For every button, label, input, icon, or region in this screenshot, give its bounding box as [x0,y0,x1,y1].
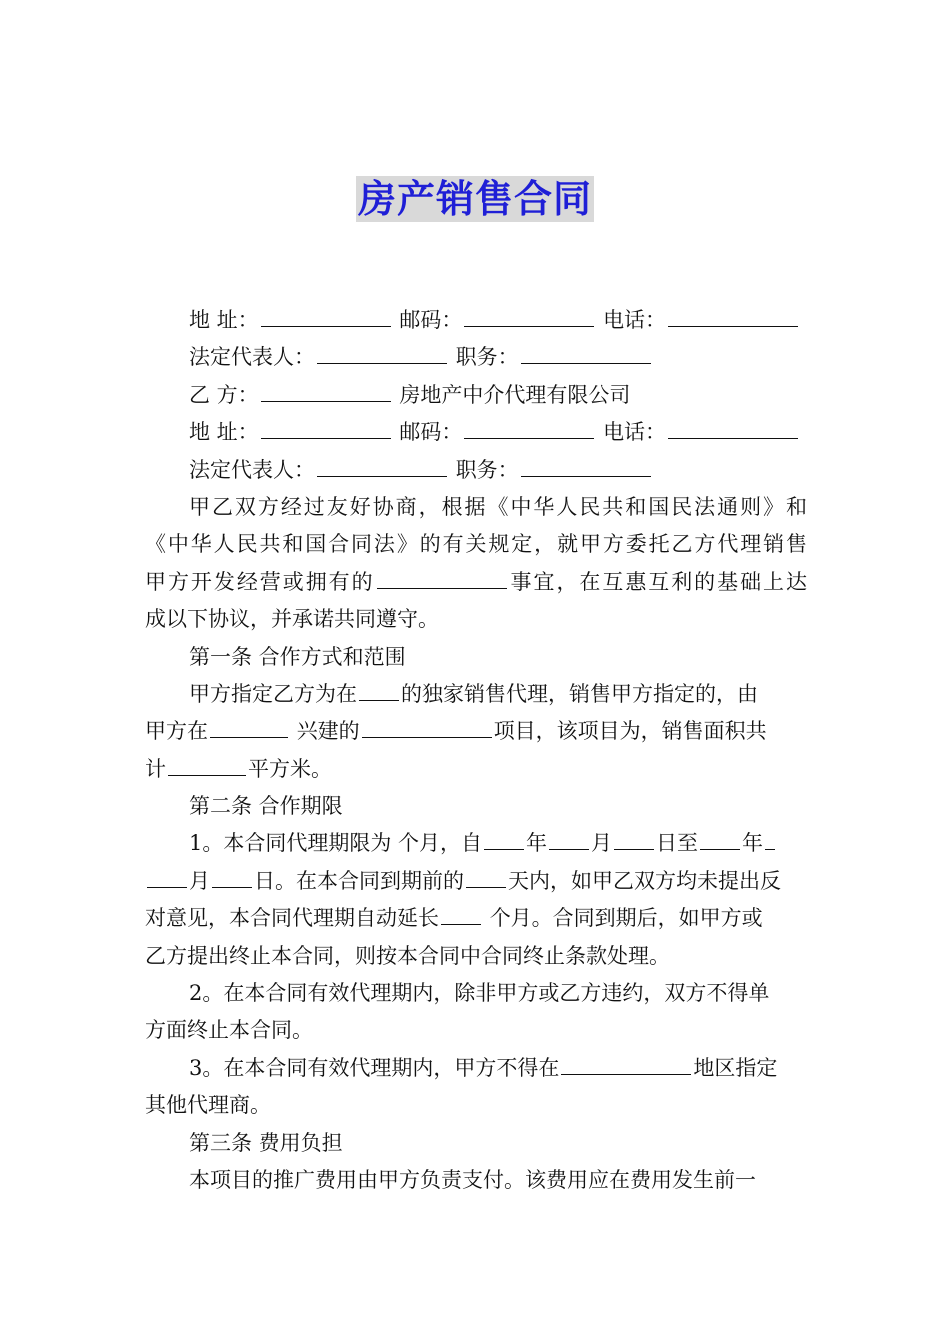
article-1-line-1 [145,676,807,713]
days-blank [466,865,506,888]
article-text: 月 [591,831,613,856]
article-text: 项目，该项目为，销售面积共 [493,719,767,744]
party-a-rep-line [145,339,807,376]
position-label: 职务： [455,345,519,370]
region-blank [561,1052,691,1075]
article-text: 天内，如甲乙双方均未提出反 [508,868,781,893]
postcode-blank [464,304,594,327]
position-blank [521,341,651,364]
phone-label: 电话： [603,420,667,445]
article-2-heading: 第二条 合作期限 [189,794,343,819]
article-text: 兴建的 [296,719,360,744]
party-b-address-line [145,414,807,451]
property-blank [377,566,507,589]
party-b-label: 乙 方： [189,382,259,407]
article-1-heading: 第一条 合作方式和范围 [189,644,406,669]
article-2-p3-line-2: 其他代理商。 [145,1093,271,1118]
position-label: 职务： [455,457,519,482]
legal-rep-label: 法定代表人： [189,345,315,370]
phone-label: 电话： [603,308,667,332]
article-1-line-3 [145,751,807,788]
position-blank [521,454,651,477]
article-1-line-2 [145,713,807,750]
months-blank [441,902,481,925]
year-blank [700,827,740,850]
article-2-p3-line-1 [145,1050,807,1087]
address-label: 地 址： [189,420,259,445]
article-2-p2-line-2: 方面终止本合同。 [145,1018,313,1043]
legal-rep-blank [317,454,447,477]
title-block [0,176,950,222]
phone-blank [668,416,798,439]
area-blank [168,753,246,776]
article-text: 个月。合同到期后，如甲方或 [489,906,763,931]
day-blank [212,865,252,888]
postcode-label: 邮码： [399,308,463,332]
phone-blank [668,304,798,327]
preamble-line-3 [145,564,807,601]
preamble-line-2: 《中华人民共和国合同法》的有关规定，就甲方委托乙方代理销售 [145,532,807,557]
region-blank [359,678,399,701]
postcode-blank [464,416,594,439]
article-2-p1-line-2 [145,863,807,900]
address-blank [261,416,391,439]
article-text: 的独家销售代理，销售甲方指定的，由 [401,681,758,706]
party-b-line [145,377,807,414]
month-blank [147,865,187,888]
contract-body [145,302,807,1199]
article-text: 对意见，本合同代理期自动延长 [145,906,439,931]
article-text: 日至 [656,831,699,856]
legal-rep-blank [317,341,447,364]
address-blank [261,304,391,327]
article-text: 3。在本合同有效代理期内，甲方不得在 [189,1055,560,1080]
article-text: 月 [189,868,210,893]
article-2-p1-line-4: 乙方提出终止本合同，则按本合同中合同终止条款处理。 [145,943,670,968]
party-b-rep-line [145,452,807,489]
preamble-line-1: 甲乙双方经过友好协商，根据《中华人民共和国民法通则》和 [189,494,807,519]
party-b-name-blank [261,379,391,402]
project-blank [362,715,492,738]
article-3-line-1: 本项目的推广费用由甲方负责支付。该费用应在费用发生前一 [189,1167,756,1192]
preamble-text: 事宜，在互惠互利的基础上达 [508,569,808,594]
year-blank [484,827,524,850]
address-label: 地 址： [189,308,259,332]
article-text: 甲方指定乙方为在 [189,681,357,706]
legal-rep-label: 法定代表人： [189,457,315,482]
article-text: 甲方在 [145,719,208,744]
day-blank [614,827,654,850]
article-text: 地区指定 [693,1055,778,1080]
document-title: 房产销售合同 [357,177,592,221]
article-2-p1-line-3 [145,900,807,937]
preamble-text: 甲方开发经营或拥有的 [145,569,375,594]
month-blank [549,827,589,850]
month-blank-start [765,827,775,850]
party-a-address-line [145,302,807,339]
article-2-p2-line-1: 2。在本合同有效代理期内，除非甲方或乙方违约，双方不得单 [189,981,770,1006]
party-b-company: 房地产中介代理有限公司 [399,382,631,407]
article-3-heading: 第三条 费用负担 [189,1130,343,1155]
location-blank [210,715,288,738]
article-2-p1-line-1 [145,825,807,862]
postcode-label: 邮码： [399,420,463,445]
article-text: 年 [526,831,548,856]
article-text: 计 [145,756,166,781]
article-text: 年 [742,831,764,856]
article-text: 平方米。 [248,756,332,781]
preamble-line-4: 成以下协议，并承诺共同遵守。 [145,607,439,632]
article-text: 日。在本合同到期前的 [254,868,464,893]
article-text: 1。本合同代理期限为 个月，自 [189,831,483,856]
